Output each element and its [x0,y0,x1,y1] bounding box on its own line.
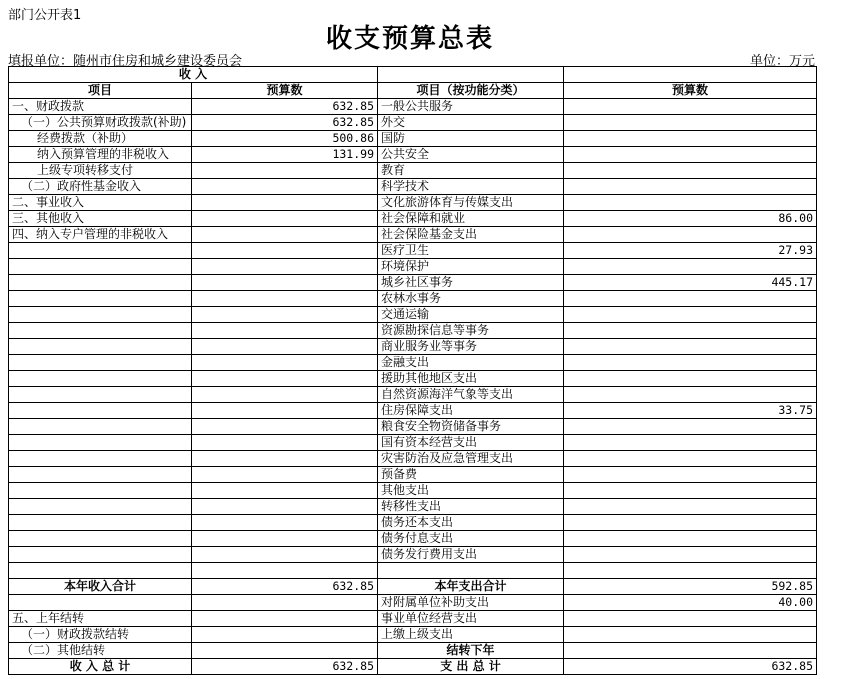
expense-item-cell: 粮食安全物资储备事务 [378,419,564,435]
table-row [9,259,817,275]
expense-item-cell: 援助其他地区支出 [378,371,564,387]
income-item-cell [9,323,192,339]
income-value-cell [192,531,378,547]
expense-value-cell [564,195,817,211]
expense-value-cell [564,307,817,323]
expense-value-cell [564,179,817,195]
expense-item-cell: 债务发行费用支出 [378,547,564,563]
table-row [9,403,817,419]
income-item-cell [9,499,192,515]
expense-value-cell [564,547,817,563]
expense-item-cell: 医疗卫生 [378,243,564,259]
table-row [9,451,817,467]
table-row [9,131,817,147]
expense-item-cell: 资源勘探信息等事务 [378,323,564,339]
expense-value-cell [564,115,817,131]
page-title: 收支预算总表 [325,24,494,54]
income-value-cell [192,499,378,515]
expense-value-cell: 40.00 [564,595,817,611]
table-row [9,195,817,211]
income-value-cell [192,371,378,387]
income-item-cell: 四、纳入专户管理的非税收入 [9,227,192,243]
expense-item-cell: 社会保险基金支出 [378,227,564,243]
table-row [9,291,817,307]
table-row [9,211,817,227]
income-item-cell: （二）政府性基金收入 [9,179,192,195]
income-value-cell [192,259,378,275]
expense-value-cell [564,467,817,483]
expense-value-cell [564,499,817,515]
table-row [9,531,817,547]
income-item-cell [9,403,192,419]
income-item-cell [9,563,192,579]
income-item-cell [9,291,192,307]
income-item-cell [9,355,192,371]
col-header-budget2: 预算数 [564,83,817,99]
expense-value-cell [564,163,817,179]
income-item-cell: 纳入预算管理的非税收入 [9,147,192,163]
expense-item-cell: 文化旅游体育与传媒支出 [378,195,564,211]
income-group-header: 收 入 [9,67,378,83]
col-header-item-func: 项目（按功能分类） [378,83,564,99]
expense-value-cell [564,371,817,387]
income-item-cell [9,595,192,611]
income-value-cell [192,611,378,627]
expense-value-cell [564,419,817,435]
grand-total-row [9,659,817,675]
income-item-cell [9,259,192,275]
expense-item-cell: 城乡社区事务 [378,275,564,291]
income-item-cell: 二、事业收入 [9,195,192,211]
income-item-cell [9,547,192,563]
income-value-cell [192,595,378,611]
expense-year-total-label: 本年支出合计 [378,579,564,595]
expense-item-cell: 债务付息支出 [378,531,564,547]
income-value-cell [192,563,378,579]
income-item-cell [9,339,192,355]
table-row [9,243,817,259]
expense-item-cell [378,563,564,579]
year-total-row [9,579,817,595]
expense-value-cell [564,147,817,163]
income-item-cell [9,275,192,291]
expense-value-cell [564,323,817,339]
expense-item-cell: 债务还本支出 [378,515,564,531]
table-row [9,227,817,243]
table-row [9,371,817,387]
income-item-cell [9,387,192,403]
expense-value-cell [564,339,817,355]
income-value-cell [192,403,378,419]
expense-item-cell: 农林水事务 [378,291,564,307]
income-value-cell [192,643,378,659]
expense-value-cell [564,131,817,147]
expense-value-cell [564,483,817,499]
expense-item-cell: 事业单位经营支出 [378,611,564,627]
table-row [9,355,817,371]
income-item-cell [9,483,192,499]
expense-value-cell [564,227,817,243]
income-value-cell [192,227,378,243]
income-item-cell [9,531,192,547]
income-item-cell [9,419,192,435]
expense-item-cell: 自然资源海洋气象等支出 [378,387,564,403]
table-row [9,547,817,563]
group-header-row [9,67,817,83]
table-row [9,643,817,659]
expense-value-cell [564,99,817,115]
income-item-cell: 一、财政拨款 [9,99,192,115]
table-row [9,323,817,339]
income-value-cell [192,627,378,643]
filler-unit: 填报单位：随州市住房和城乡建设委员会 [8,54,243,69]
income-value-cell [192,211,378,227]
expense-grand-total-label: 支 出 总 计 [378,659,564,675]
income-value-cell [192,515,378,531]
table-row [9,467,817,483]
expense-item-cell: 上缴上级支出 [378,627,564,643]
expense-value-cell: 445.17 [564,275,817,291]
expense-item-cell: 结转下年 [378,643,564,659]
income-item-cell: 五、上年结转 [9,611,192,627]
income-item-cell: 上级专项转移支付 [9,163,192,179]
blank-cell [564,67,817,83]
income-value-cell [192,275,378,291]
income-value-cell [192,179,378,195]
income-value-cell [192,355,378,371]
income-value-cell [192,195,378,211]
table-row [9,163,817,179]
table-row [9,307,817,323]
table-row [9,115,817,131]
expense-item-cell: 商业服务业等事务 [378,339,564,355]
income-value-cell [192,243,378,259]
expense-item-cell: 科学技术 [378,179,564,195]
table-row [9,387,817,403]
expense-value-cell [564,259,817,275]
income-value-cell [192,419,378,435]
income-year-total-label: 本年收入合计 [9,579,192,595]
income-item-cell: （二）其他结转 [9,643,192,659]
expense-item-cell: 转移性支出 [378,499,564,515]
table-row [9,275,817,291]
expense-item-cell: 住房保障支出 [378,403,564,419]
income-item-cell [9,243,192,259]
expense-value-cell [564,291,817,307]
income-value-cell [192,435,378,451]
income-grand-total-label: 收 入 总 计 [9,659,192,675]
expense-item-cell: 公共安全 [378,147,564,163]
table-row [9,627,817,643]
expense-item-cell: 对附属单位补助支出 [378,595,564,611]
expense-item-cell: 环境保护 [378,259,564,275]
income-item-cell: 经费拨款（补助） [9,131,192,147]
table-row [9,515,817,531]
expense-value-cell: 86.00 [564,211,817,227]
expense-value-cell [564,451,817,467]
expense-item-cell: 社会保障和就业 [378,211,564,227]
income-item-cell [9,371,192,387]
expense-item-cell: 教育 [378,163,564,179]
expense-value-cell: 33.75 [564,403,817,419]
expense-value-cell [564,515,817,531]
expense-value-cell [564,627,817,643]
income-value-cell [192,323,378,339]
expense-value-cell [564,531,817,547]
column-header-row [9,83,817,99]
income-value-cell [192,387,378,403]
income-value-cell [192,339,378,355]
expense-item-cell: 国防 [378,131,564,147]
income-value-cell [192,163,378,179]
table-row [9,563,817,579]
income-value-cell [192,307,378,323]
expense-item-cell: 金融支出 [378,355,564,371]
blank-cell [378,67,564,83]
table-row [9,499,817,515]
income-grand-total-value: 632.85 [192,659,378,675]
income-item-cell: 三、其他收入 [9,211,192,227]
corner-label: 部门公开表1 [8,8,82,23]
income-value-cell: 632.85 [192,99,378,115]
expense-value-cell [564,563,817,579]
expense-value-cell [564,643,817,659]
expense-item-cell: 交通运输 [378,307,564,323]
expense-value-cell [564,387,817,403]
income-value-cell [192,483,378,499]
table-row [9,595,817,611]
expense-value-cell [564,611,817,627]
income-item-cell: （一）财政拨款结转 [9,627,192,643]
expense-year-total-value: 592.85 [564,579,817,595]
col-header-budget: 预算数 [192,83,378,99]
income-item-cell [9,515,192,531]
income-item-cell [9,307,192,323]
expense-item-cell: 外交 [378,115,564,131]
expense-item-cell: 预备费 [378,467,564,483]
income-item-cell [9,435,192,451]
income-item-cell: （一）公共预算财政拨款(补助) [9,115,192,131]
table-row [9,611,817,627]
expense-item-cell: 一般公共服务 [378,99,564,115]
table-row [9,483,817,499]
unit-label: 单位：万元 [749,54,815,69]
income-value-cell [192,547,378,563]
income-value-cell: 131.99 [192,147,378,163]
budget-table [8,66,817,675]
col-header-item: 项目 [9,83,192,99]
expense-item-cell: 灾害防治及应急管理支出 [378,451,564,467]
expense-item-cell: 其他支出 [378,483,564,499]
income-value-cell: 632.85 [192,115,378,131]
income-value-cell [192,291,378,307]
income-value-cell [192,467,378,483]
expense-item-cell: 国有资本经营支出 [378,435,564,451]
table-row [9,147,817,163]
expense-value-cell [564,435,817,451]
expense-value-cell [564,355,817,371]
expense-value-cell: 27.93 [564,243,817,259]
table-row [9,339,817,355]
table-row [9,179,817,195]
expense-grand-total-value: 632.85 [564,659,817,675]
income-value-cell: 500.86 [192,131,378,147]
table-row [9,99,817,115]
table-row [9,435,817,451]
income-item-cell [9,451,192,467]
income-value-cell [192,451,378,467]
income-year-total-value: 632.85 [192,579,378,595]
income-item-cell [9,467,192,483]
table-row [9,419,817,435]
